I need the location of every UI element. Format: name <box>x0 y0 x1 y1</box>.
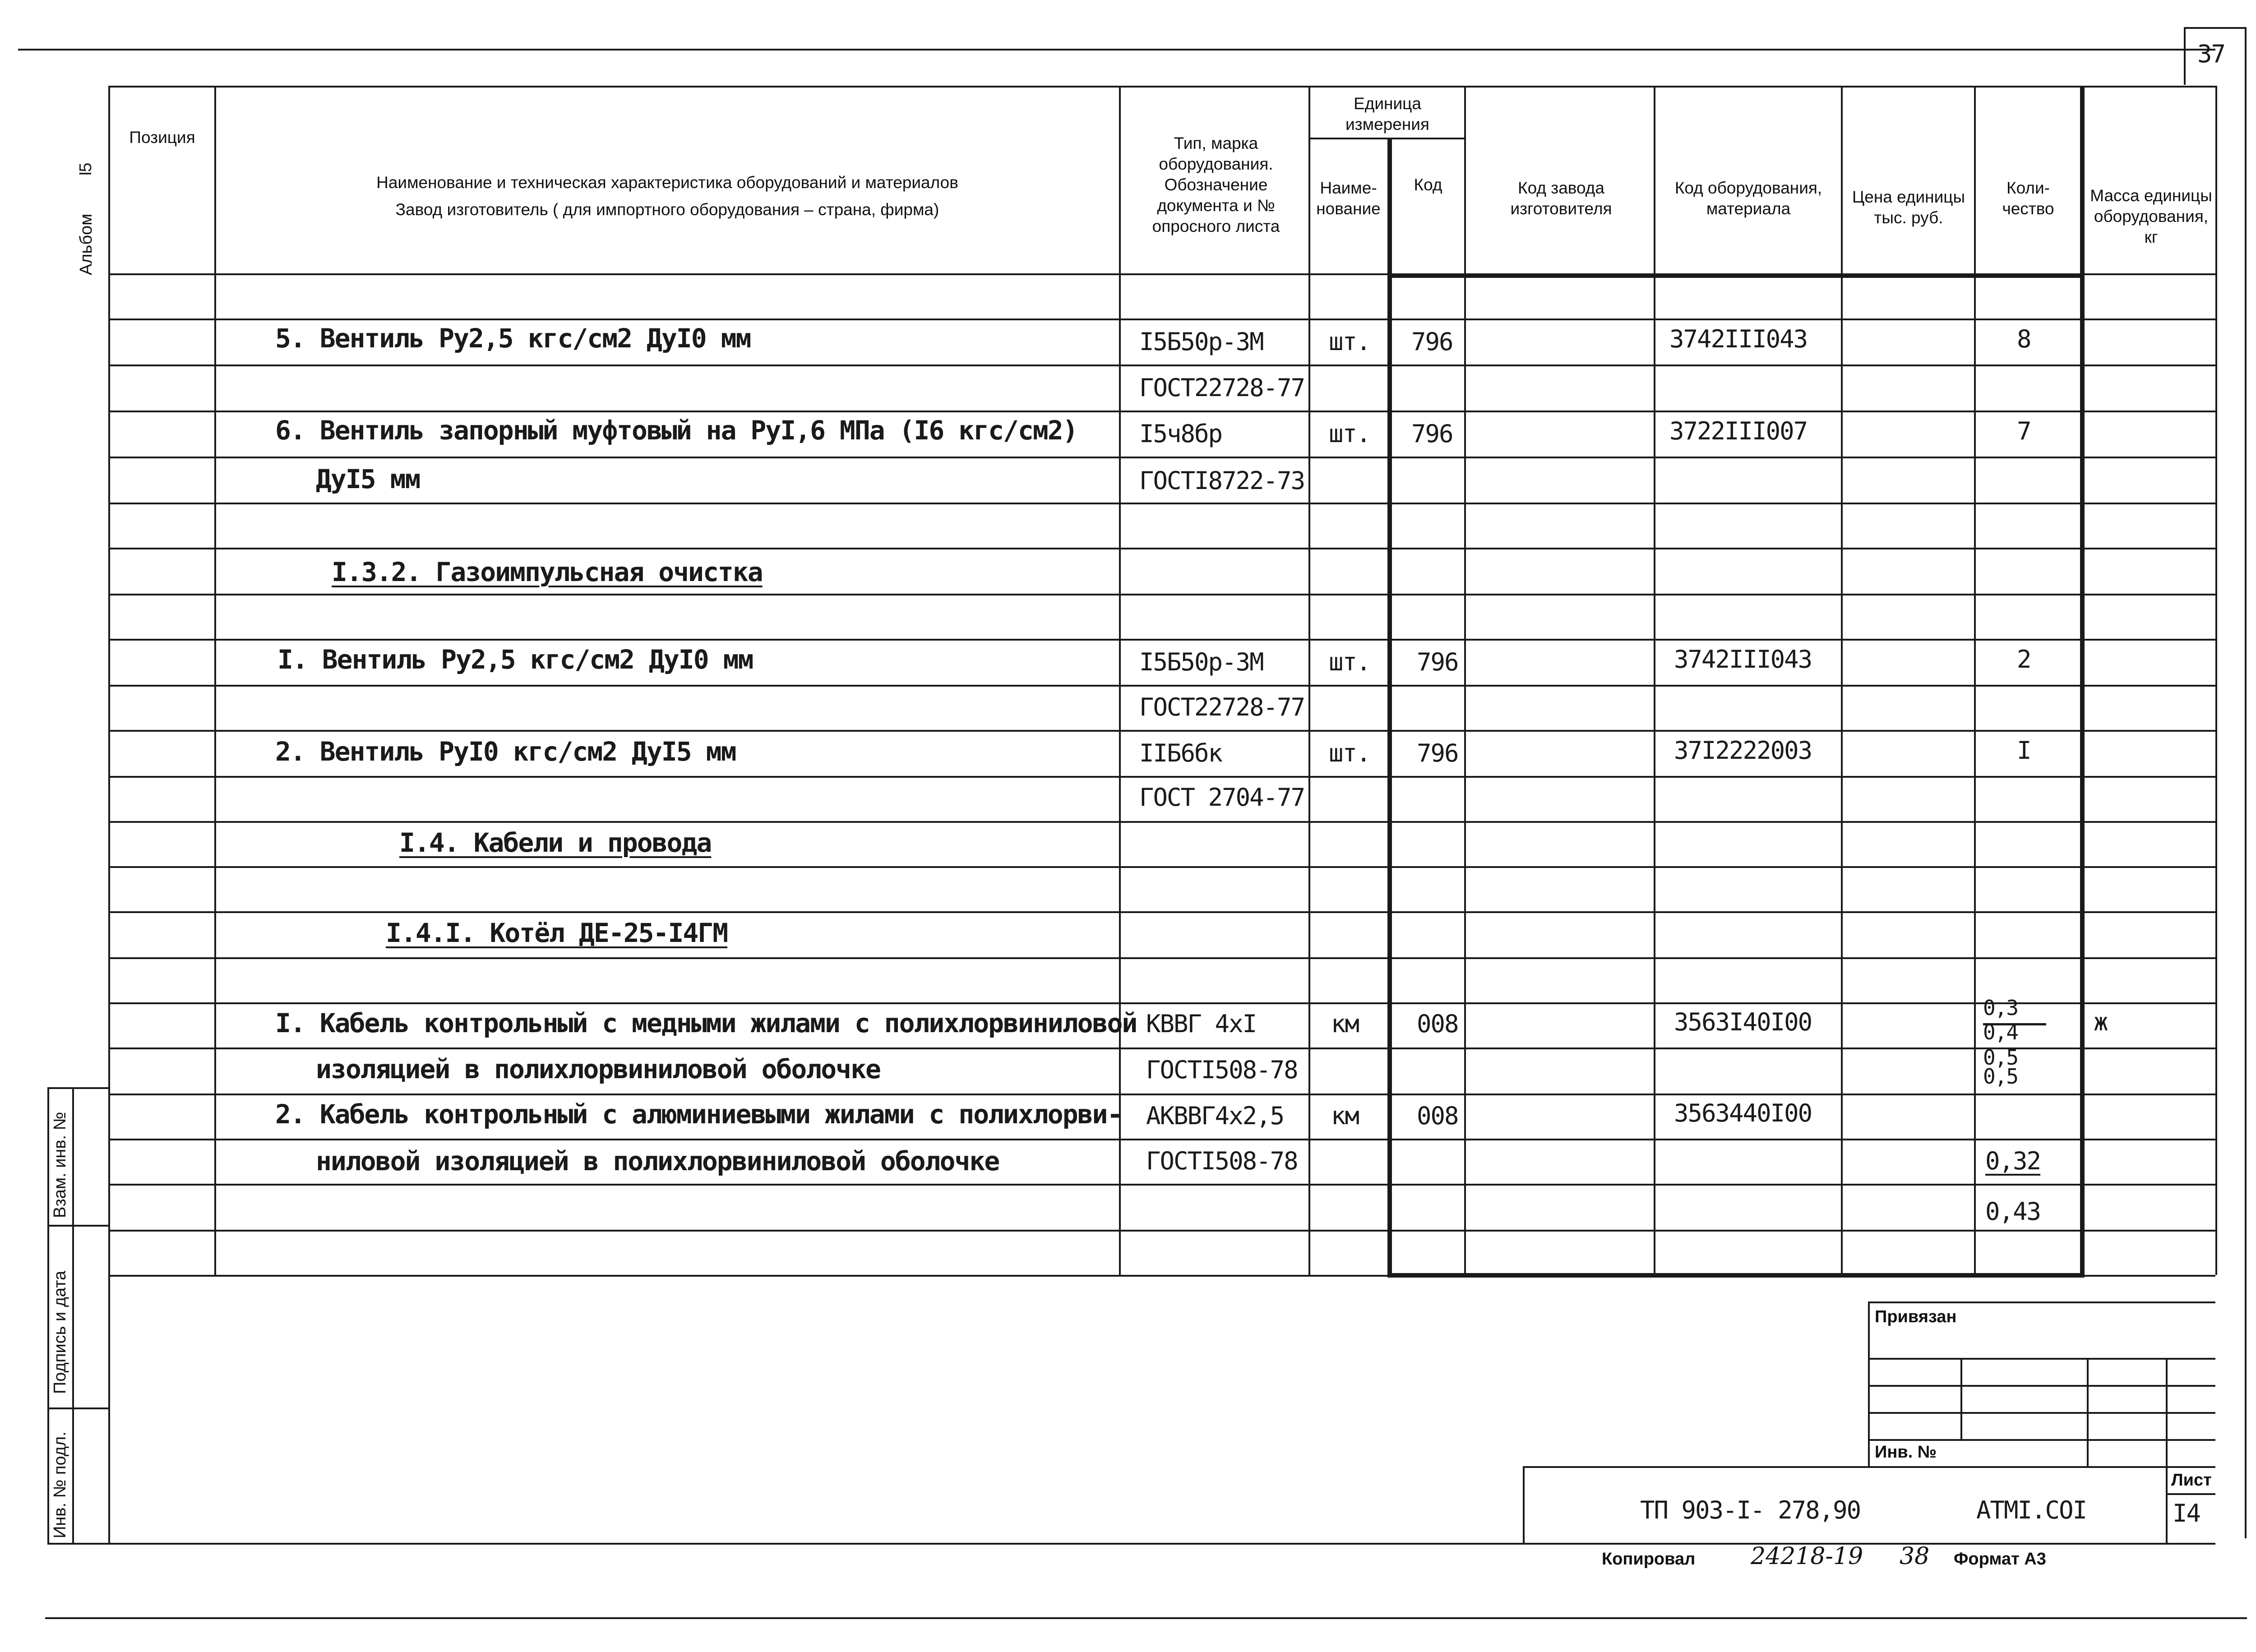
row-code: 008 <box>1417 1102 1458 1130</box>
row-qty-mid: 0,4 <box>1983 1020 2018 1044</box>
row-unit: шт. <box>1329 420 1370 448</box>
right-frame-line <box>2245 27 2247 1538</box>
row-type: ГОСТ22728-77 <box>1139 693 1305 721</box>
row-code: 796 <box>1417 648 1458 676</box>
top-sheet-number: 37 <box>2197 40 2225 68</box>
row-name: 6. Вентиль запорный муфтовый на РуI,6 МПа (I6 кгс/см2) <box>275 415 1077 446</box>
header-mass: Масса единицы оборудования, кг <box>2090 186 2212 246</box>
row-equip: 37I2222003 <box>1674 736 1812 765</box>
signature-date-label: Подпись и дата <box>51 1270 69 1394</box>
header-position: Позиция <box>129 128 195 147</box>
copied-label: Копировал <box>1602 1550 1696 1569</box>
format-label: Формат А3 <box>1954 1550 2046 1569</box>
section-heading: I.3.2. Газоимпульсная очистка <box>332 557 763 587</box>
row-qty-b: 0,5 <box>1983 1064 2018 1089</box>
album-label: Альбом <box>77 213 96 275</box>
inv-podl-label: Инв. № подл. <box>51 1431 69 1538</box>
table-top-line <box>108 86 2215 88</box>
privyazan-label: Привязан <box>1875 1307 1957 1326</box>
header-equip-code: Код оборудования, материала <box>1674 179 1822 218</box>
row-equip: 3563I40I00 <box>1674 1008 1812 1036</box>
row-unit: км <box>1331 1010 1359 1038</box>
section-heading: I.4. Кабели и провода <box>399 827 712 858</box>
row-mass: ж <box>2094 1008 2108 1036</box>
header-name-line1: Наименование и техническая характеристика оборудований и материалов <box>376 173 958 192</box>
row-name: 2. Кабель контрольный с алюминиевыми жилами с полихлорви- <box>275 1099 1122 1130</box>
sheet-number: I4 <box>2173 1499 2201 1527</box>
header-type: Тип, марка оборудования. Обозначение документа и № опросного листа <box>1152 134 1280 235</box>
row-name: I. Кабель контрольный с медными жилами с полихлорвиниловой <box>275 1008 1137 1038</box>
row-equip: 3742III043 <box>1674 645 1812 674</box>
row-type: КВВГ 4хI <box>1146 1010 1257 1038</box>
row-unit: шт. <box>1329 328 1370 356</box>
row-qty-a: 0,5 <box>1983 1045 2018 1070</box>
row-qty: I <box>2017 736 2031 765</box>
row-qty: 7 <box>2017 417 2031 445</box>
row-name: ниловой изоляцией в полихлорвиниловой оболочке <box>316 1146 999 1177</box>
row-equip: 3722III007 <box>1669 417 1808 445</box>
header-name-line2: Завод изготовитель ( для импортного оборудования – страна, фирма) <box>395 200 939 219</box>
header-qty: Коли-чество <box>2002 179 2054 218</box>
row-code: 796 <box>1411 420 1453 448</box>
top-frame-line <box>18 49 2215 51</box>
row-type: I5ч8бр <box>1139 420 1222 448</box>
row-name: I. Вентиль Ру2,5 кгс/см2 ДуI0 мм <box>277 644 753 675</box>
album-number: I5 <box>76 163 95 176</box>
row-qty: 2 <box>2017 645 2031 674</box>
row-name: ДуI5 мм <box>316 464 420 494</box>
row-type: ГОСТI8722-73 <box>1139 466 1305 495</box>
row-qty: 0,32 <box>1985 1147 2041 1175</box>
row-code: 796 <box>1417 739 1458 767</box>
row-type: ГОСТI508-78 <box>1146 1056 1298 1084</box>
section-heading: I.4.I. Котёл ДЕ-25-I4ГМ <box>386 918 728 948</box>
doc-code: ТП 903-I- 278,90 <box>1640 1496 1861 1524</box>
inv-no-label: Инв. № <box>1875 1443 1937 1462</box>
bottom-frame-line <box>45 1617 2247 1619</box>
row-name: 2. Вентиль РуI0 кгс/см2 ДуI5 мм <box>275 736 736 767</box>
handwritten-sheet: 38 <box>1900 1543 1930 1570</box>
row-qty: 0,43 <box>1985 1197 2041 1226</box>
header-unit-group: Единица измерения <box>1345 94 1429 134</box>
row-unit: шт. <box>1329 739 1370 767</box>
row-unit: км <box>1331 1102 1359 1130</box>
row-name: изоляцией в полихлорвиниловой оболочке <box>316 1054 880 1084</box>
row-qty: 8 <box>2017 325 2031 353</box>
row-type: IIБ6бк <box>1139 739 1222 767</box>
row-type: ГОСТI508-78 <box>1146 1147 1298 1175</box>
row-equip: 3563440I00 <box>1674 1099 1812 1127</box>
header-unit-name: Наиме-нование <box>1316 179 1381 218</box>
row-unit: шт. <box>1329 648 1370 676</box>
inv-vzam-label: Взам. инв. № <box>51 1112 69 1218</box>
row-type: I5Б50р-3М <box>1139 328 1263 356</box>
row-type: I5Б50р-3М <box>1139 648 1263 676</box>
row-type: ГОСТ 2704-77 <box>1139 783 1305 812</box>
row-type: ГОСТ22728-77 <box>1139 374 1305 402</box>
row-code: 796 <box>1411 328 1453 356</box>
row-qty-top: 0,3 <box>1983 996 2018 1020</box>
row-name: 5. Вентиль Ру2,5 кгс/см2 ДуI0 мм <box>275 323 751 354</box>
row-equip: 3742III043 <box>1669 325 1808 353</box>
row-code: 008 <box>1417 1010 1458 1038</box>
header-price: Цена единицы тыс. руб. <box>1852 188 1965 227</box>
header-factory-code: Код завода изготовителя <box>1510 179 1612 218</box>
handwritten-number: 24218-19 <box>1751 1543 1863 1570</box>
row-type: АКВВГ4х2,5 <box>1146 1102 1284 1130</box>
atmi-code: АТМI.СОI <box>1976 1496 2087 1524</box>
header-unit-code: Код <box>1414 175 1442 194</box>
list-label: Лист <box>2171 1471 2212 1490</box>
